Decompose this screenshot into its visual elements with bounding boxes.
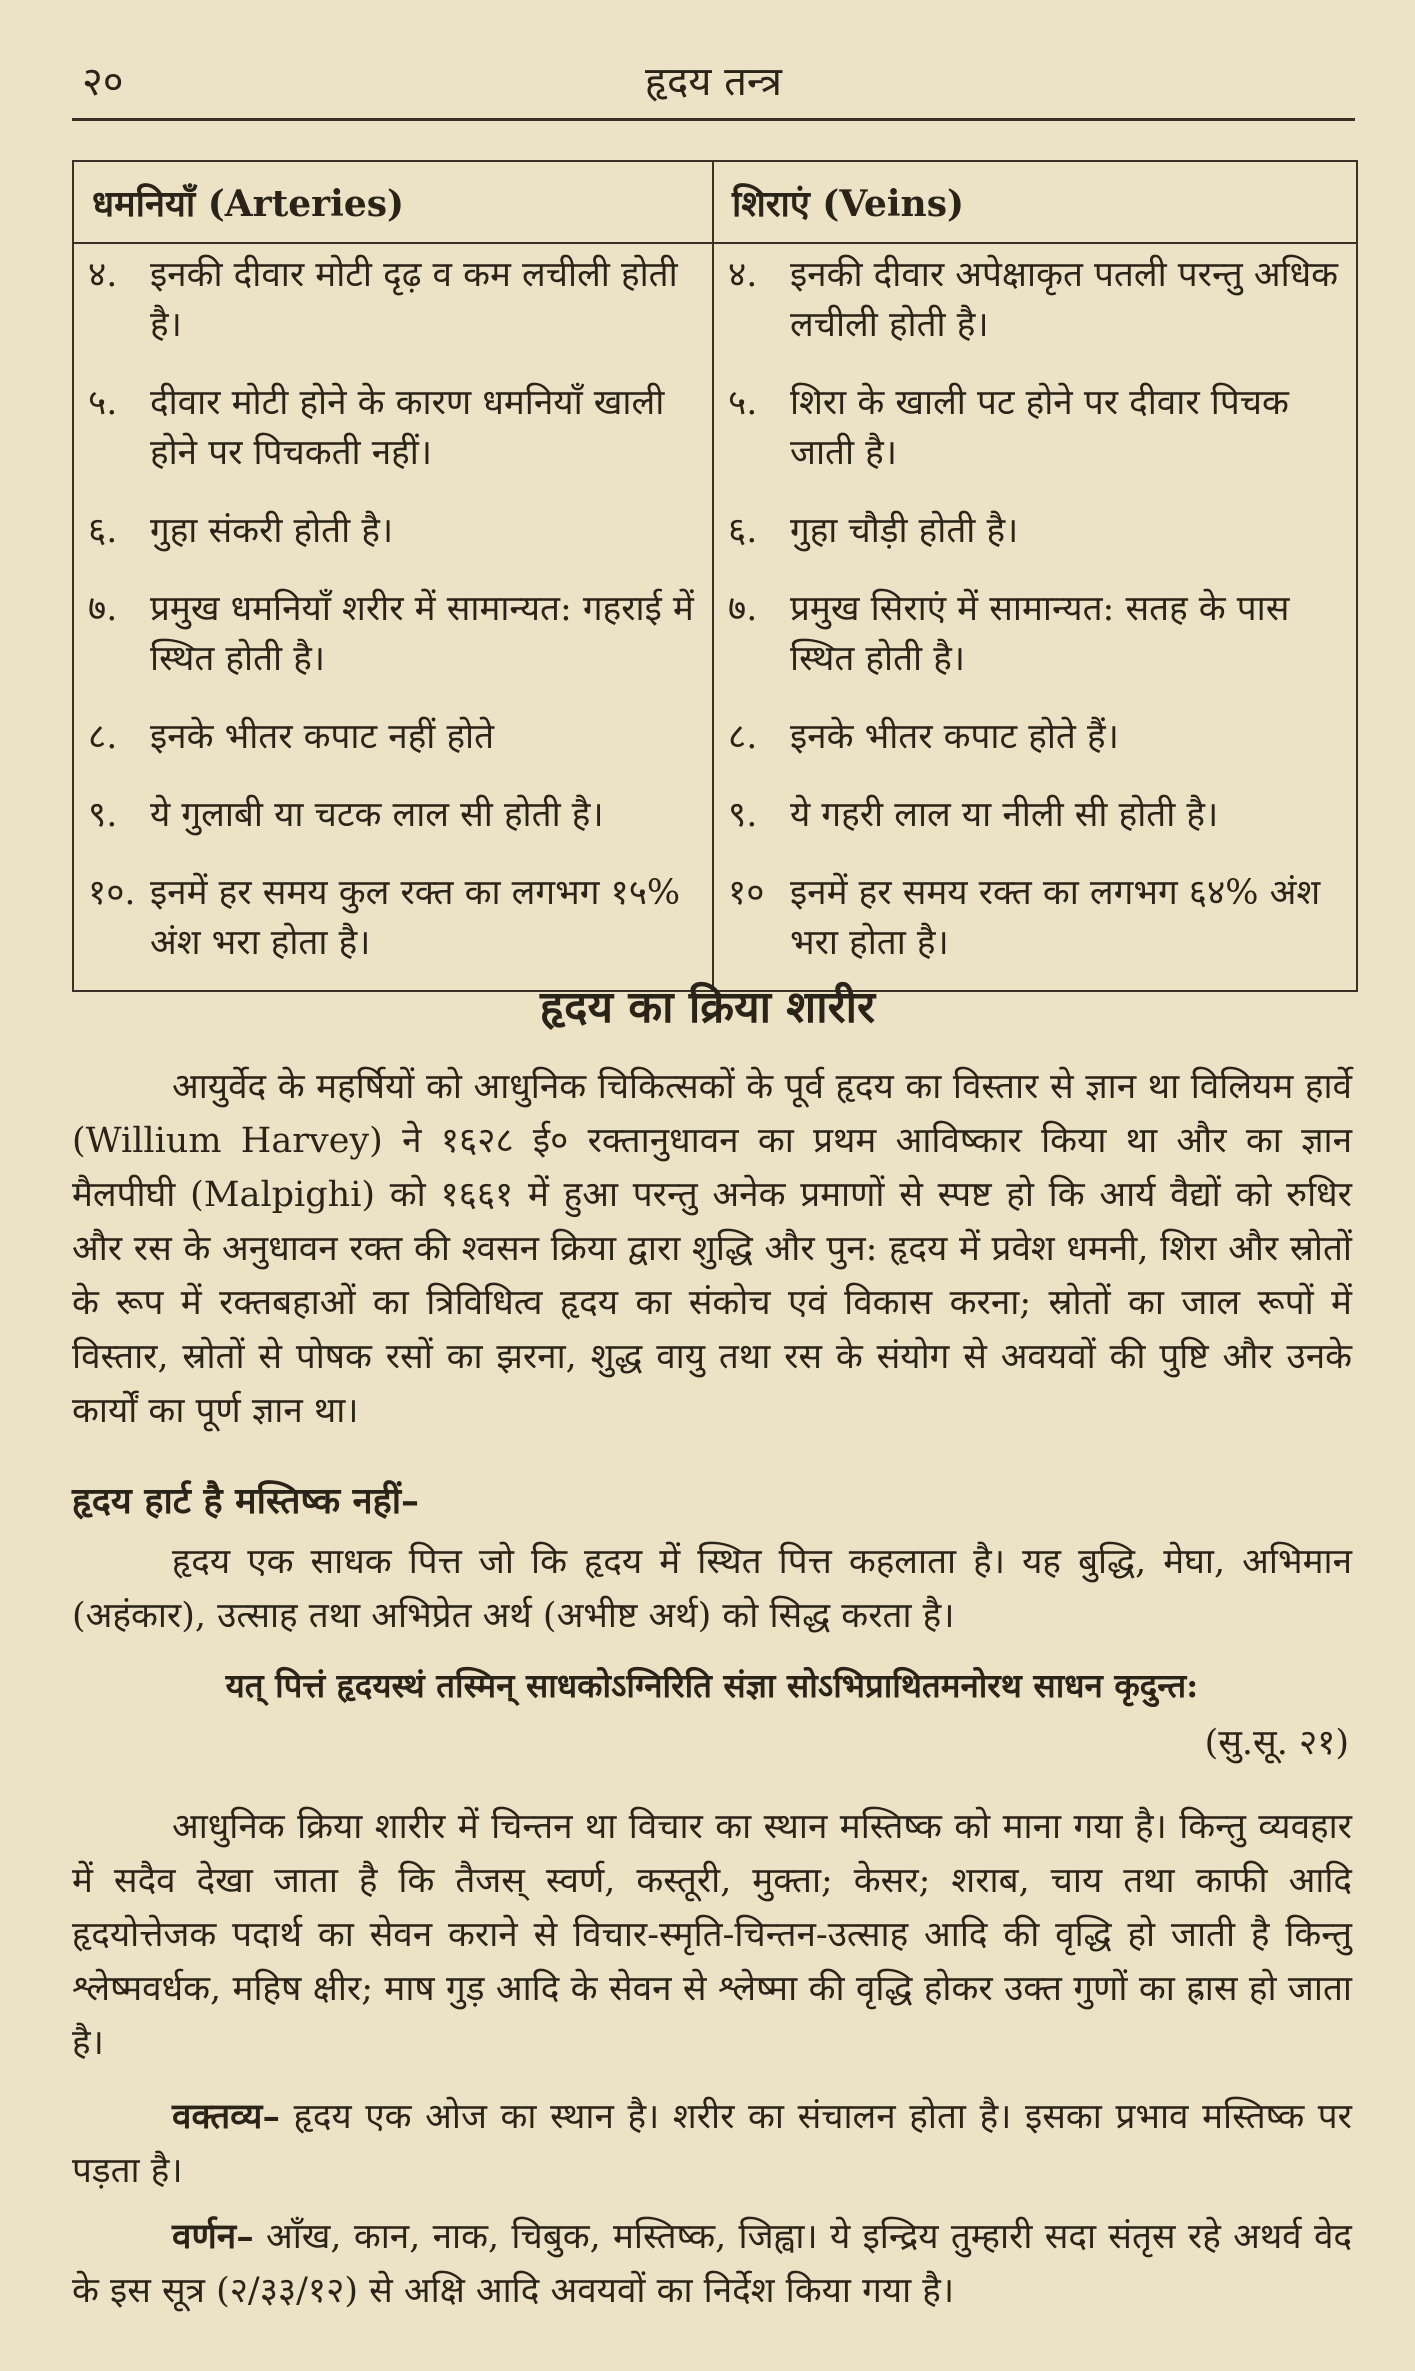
arteries-cell <box>73 372 713 500</box>
item-text: इनके भीतर कपाट नहीं होते <box>150 717 495 757</box>
arteries-column-header: धमनियाँ (Arteries) <box>73 161 713 243</box>
arteries-cell <box>73 243 713 372</box>
sanskrit-verse: यत् पित्तं हृदयस्थं तस्मिन् साधकोऽग्निरिति संज्ञा सोऽभिप्राथितमनोरथ साधन कृदुन्त: <box>225 1666 1199 1705</box>
veins-cell <box>713 372 1357 500</box>
veins-cell <box>713 706 1357 784</box>
verse-reference: (सु.सू. २१) <box>1204 1723 1349 1763</box>
item-number: ५. <box>728 383 758 423</box>
item-number: ४. <box>728 255 758 295</box>
arteries-cell <box>73 706 713 784</box>
vaktavya-text: हृदय एक ओज का स्थान है। शरीर का संचालन होता है। इसका प्रभाव मस्तिष्क पर पड़ता है। <box>72 2097 1352 2191</box>
paragraph-varnan <box>72 2210 1352 2318</box>
paragraph-vaktavya <box>72 2090 1352 2198</box>
table-row <box>73 862 1357 991</box>
item-text: इनकी दीवार मोटी दृढ़ व कम लचीली होती है। <box>150 255 678 345</box>
table-header-row <box>73 161 1357 243</box>
veins-cell <box>713 243 1357 372</box>
item-text: ये गहरी लाल या नीली सी होती है। <box>790 795 1219 835</box>
item-text: प्रमुख सिराएं में सामान्यत: सतह के पास स्थित होती है। <box>790 589 1290 679</box>
item-number: १० <box>728 873 765 913</box>
item-number: ८. <box>88 717 118 757</box>
item-text: गुहा चौड़ी होती है। <box>790 511 1019 551</box>
arteries-cell <box>73 784 713 862</box>
item-number: ७. <box>88 589 118 629</box>
item-number: ९. <box>88 795 118 835</box>
item-number: ७. <box>728 589 758 629</box>
veins-cell <box>713 500 1357 578</box>
item-text: दीवार मोटी होने के कारण धमनियाँ खाली होने पर पिचकती नहीं। <box>150 383 665 473</box>
item-number: ९. <box>728 795 758 835</box>
table-row <box>73 578 1357 706</box>
page-header <box>72 48 1355 121</box>
item-number: ५. <box>88 383 118 423</box>
subheading: हृदय हार्ट है मस्तिष्क नहीं– <box>72 1480 420 1522</box>
item-text: इनकी दीवार अपेक्षाकृत पतली परन्तु अधिक लचीली होती है। <box>790 255 1339 345</box>
item-text: ये गुलाबी या चटक लाल सी होती है। <box>150 795 604 835</box>
veins-column-header: शिराएं (Veins) <box>713 161 1357 243</box>
veins-cell <box>713 784 1357 862</box>
table-row <box>73 500 1357 578</box>
item-text: इनमें हर समय रक्त का लगभग ६४% अंश भरा होता है। <box>790 873 1321 963</box>
table-row <box>73 784 1357 862</box>
item-number: ६. <box>728 511 758 551</box>
paragraph-modern-physiology: आधुनिक क्रिया शारीर में चिन्तन था विचार का स्थान मस्तिष्क को माना गया है। किन्तु व्यवहार में सदैव देखा जाता है कि तैजस् स्वर्ण, कस्तूरी, मुक्ता; केसर; शराब, चाय तथा काफी आदि हृदयोत्तेजक पदार्थ का सेवन कराने से विचार-स्मृति-चिन्तन-उत्साह आदि की वृद्धि हो जाती है किन्तु श्लेष्मवर्धक, महिष क्षीर; माष गुड़ आदि के सेवन से श्लेष्मा की वृद्धि होकर उक्त गुणों का ह्रास हो जाता है। <box>72 1807 1352 2063</box>
section-title: हृदय का क्रिया शारीर <box>539 982 876 1033</box>
arteries-cell <box>73 862 713 991</box>
paragraph-sadhak-pitta: हृदय एक साधक पित्त जो कि हृदय में स्थित पित्त कहलाता है। यह बुद्धि, मेघा, अभिमान (अहंकार), उत्साह तथा अभिप्रेत अर्थ (अभीष्ट अर्थ) को सिद्ध करता है। <box>72 1542 1352 1636</box>
item-number: ८. <box>728 717 758 757</box>
varnan-text: आँख, कान, नाक, चिबुक, मस्तिष्क, जिह्वा। ये इन्द्रिय तुम्हारी सदा संतृस रहे अथर्व वेद के इस सूत्र (२/३३/१२) से अक्षि आदि अवयवों का निर्देश किया गया है। <box>72 2217 1352 2311</box>
item-text: इनमें हर समय कुल रक्त का लगभग १५% अंश भरा होता है। <box>150 873 681 963</box>
table-row <box>73 372 1357 500</box>
veins-cell <box>713 578 1357 706</box>
arteries-cell <box>73 578 713 706</box>
item-text: इनके भीतर कपाट होते हैं। <box>790 717 1119 757</box>
item-text: गुहा संकरी होती है। <box>150 511 394 551</box>
vaktavya-label: वक्तव्य– <box>172 2096 280 2137</box>
page-number: २० <box>82 59 124 105</box>
item-text: शिरा के खाली पट होने पर दीवार पिचक जाती है। <box>790 383 1289 473</box>
paragraph-intro: आयुर्वेद के महर्षियों को आधुनिक चिकित्सकों के पूर्व हृदय का विस्तार से ज्ञान था विलियम हार्वे (Willium Harvey) ने १६२८ ई० रक्तानुधावन का प्रथम आविष्कार किया था और का ज्ञान मैलपीघी (Malpighi) को १६६१ में हुआ परन्तु अनेक प्रमाणों से स्पष्ट हो कि आर्य वैद्यों को रुधिर और रस के अनुधावन रक्त की श्वसन क्रिया द्वारा शुद्धि और पुन: हृदय में प्रवेश धमनी, शिरा और स्रोतों के रूप में रक्तबहाओं का त्रिविधित्व हृदय का संकोच एवं विकास करना; स्रोतों का जाल रूपों में विस्तार, स्रोतों से पोषक रसों का झरना, शुद्ध वायु तथा रस के संयोग से अवयवों की पुष्टि और उनके कार्यों का पूर्ण ज्ञान था। <box>72 1067 1352 1431</box>
varnan-label: वर्णन– <box>172 2216 254 2257</box>
item-number: ४. <box>88 255 118 295</box>
item-number: ६. <box>88 511 118 551</box>
item-text: प्रमुख धमनियाँ शरीर में सामान्यत: गहराई में स्थित होती है। <box>150 589 694 679</box>
arteries-veins-table <box>72 160 1358 992</box>
item-number: १०. <box>88 873 136 913</box>
table-row <box>73 706 1357 784</box>
veins-cell <box>713 862 1357 991</box>
running-title: हृदय तन्त्र <box>644 59 783 105</box>
table-row <box>73 243 1357 372</box>
arteries-cell <box>73 500 713 578</box>
